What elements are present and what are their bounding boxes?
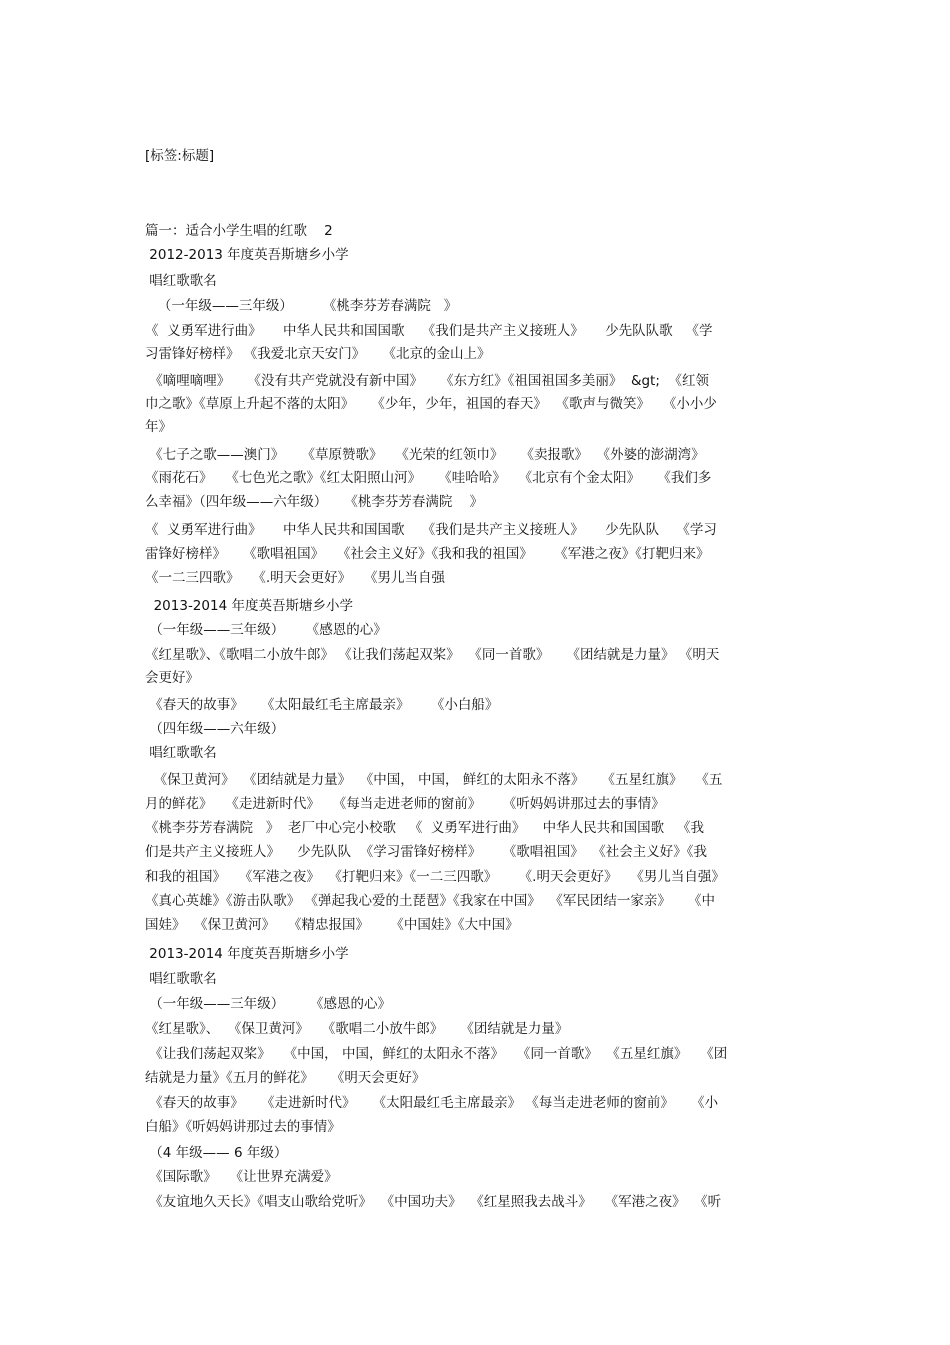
text-line: 《红星歌》、《歌唱二小放牛郎》 《让我们荡起双桨》 《同一首歌》 《团结就是力量》 《明天 [145,647,720,663]
text-line: 2013-2014 年度英吾斯塘乡小学 [145,598,353,614]
text-line: 《真心英雄》《游击队歌》 《弹起我心爱的土琵琶》《我家在中国》 《军民团结一家亲》 《中 [145,893,716,909]
text-line: （四年级——六年级） [145,721,285,737]
text-line: 国娃》 《保卫黄河》 《精忠报国》 《中国娃》《大中国》 [145,917,519,933]
text-line: 《春天的故事》 《走进新时代》 《太阳最红毛主席最亲》 《每当走进老师的窗前》 《小 [145,1095,719,1111]
tag-line: [标签:标题] [145,148,215,164]
text-line: 《红星歌》、 《保卫黄河》 《歌唱二小放牛郎》 《团结就是力量》 [145,1021,569,1037]
text-line: 《桃李芬芳春满院 》 老厂中心完小校歌 《 义勇军进行曲》 中华人民共和国国歌 《我 [145,820,704,836]
text-line: 年》 [145,419,172,435]
text-line: 《保卫黄河》 《团结就是力量》 《中国， 中国， 鲜红的太阳永不落》 《五星红旗》 《五 [145,772,723,788]
text-line: 《七子之歌——澳门》 《草原赞歌》 《光荣的红领巾》 《卖报歌》 《外婆的澎湖湾》 [145,447,705,463]
text-line: （一年级——三年级） 《桃李芬芳春满院 》 [145,298,458,314]
text-line: 月的鲜花》 《走进新时代》 《每当走进老师的窗前》 《听妈妈讲那过去的事情》 [145,796,665,812]
text-line: 们是共产主义接班人》 少先队队 《学习雷锋好榜样》 《歌唱祖国》 《社会主义好》《我 [145,844,708,860]
text-line: （一年级——三年级） 《感恩的心》 [145,622,387,638]
text-line: 2012-2013 年度英吾斯塘乡小学 [145,247,349,263]
text-line: 《 义勇军进行曲》 中华人民共和国国歌 《我们是共产主义接班人》 少先队队 《学习 [145,522,717,538]
text-line: 会更好》 [145,670,199,686]
text-line: 唱红歌歌名 [145,273,217,289]
text-line: 《雨花石》 《七色光之歌》《红太阳照山河》 《哇哈哈》 《北京有个金太阳》 《我们多 [145,470,712,486]
text-line: 《嘀哩嘀哩》 《没有共产党就没有新中国》 《东方红》《祖国祖国多美丽》 &gt; 《红领 [145,373,709,389]
text-line: 《国际歌》 《让世界充满爱》 [145,1169,338,1185]
text-line: 习雷锋好榜样》 《我爱北京天安门》 《北京的金山上》 [145,346,491,362]
text-line: 2013-2014 年度英吾斯塘乡小学 [145,946,349,962]
text-line: 篇一：适合小学生唱的红歌 2 [145,223,333,239]
text-line: 《 义勇军进行曲》 中华人民共和国国歌 《我们是共产主义接班人》 少先队队歌 《学 [145,323,713,339]
text-line: 雷锋好榜样》 《歌唱祖国》 《社会主义好》《我和我的祖国》 《军港之夜》《打靶归来》 [145,546,710,562]
text-line: 巾之歌》《草原上升起不落的太阳》 《少年，少年，祖国的春天》 《歌声与微笑》 《小小少 [145,396,717,412]
text-line: 《一二三四歌》 《.明天会更好》 《男儿当自强 [145,570,446,586]
text-line: 结就是力量》《五月的鲜花》 《明天会更好》 [145,1070,426,1086]
text-line: 和我的祖国》 《军港之夜》 《打靶归来》《一二三四歌》 《.明天会更好》 《男儿当自强》 [145,869,725,885]
text-line: 唱红歌歌名 [145,745,217,761]
text-line: 唱红歌歌名 [145,971,217,987]
text-line: 《友谊地久天长》《唱支山歌给党听》 《中国功夫》 《红星照我去战斗》 《军港之夜》 《听 [145,1194,722,1210]
text-line: 《让我们荡起双桨》 《中国， 中国，鲜红的太阳永不落》 《同一首歌》 《五星红旗》 《团 [145,1046,728,1062]
text-line: （一年级——三年级） 《感恩的心》 [145,996,392,1012]
text-line: 么幸福》（四年级——六年级） 《桃李芬芳春满院 》 [145,494,484,510]
text-line: 《春天的故事》 《太阳最红毛主席最亲》 《小白船》 [145,697,499,713]
text-line: 白船》《听妈妈讲那过去的事情》 [145,1119,341,1135]
text-line: （4 年级—— 6 年级） [145,1145,288,1161]
